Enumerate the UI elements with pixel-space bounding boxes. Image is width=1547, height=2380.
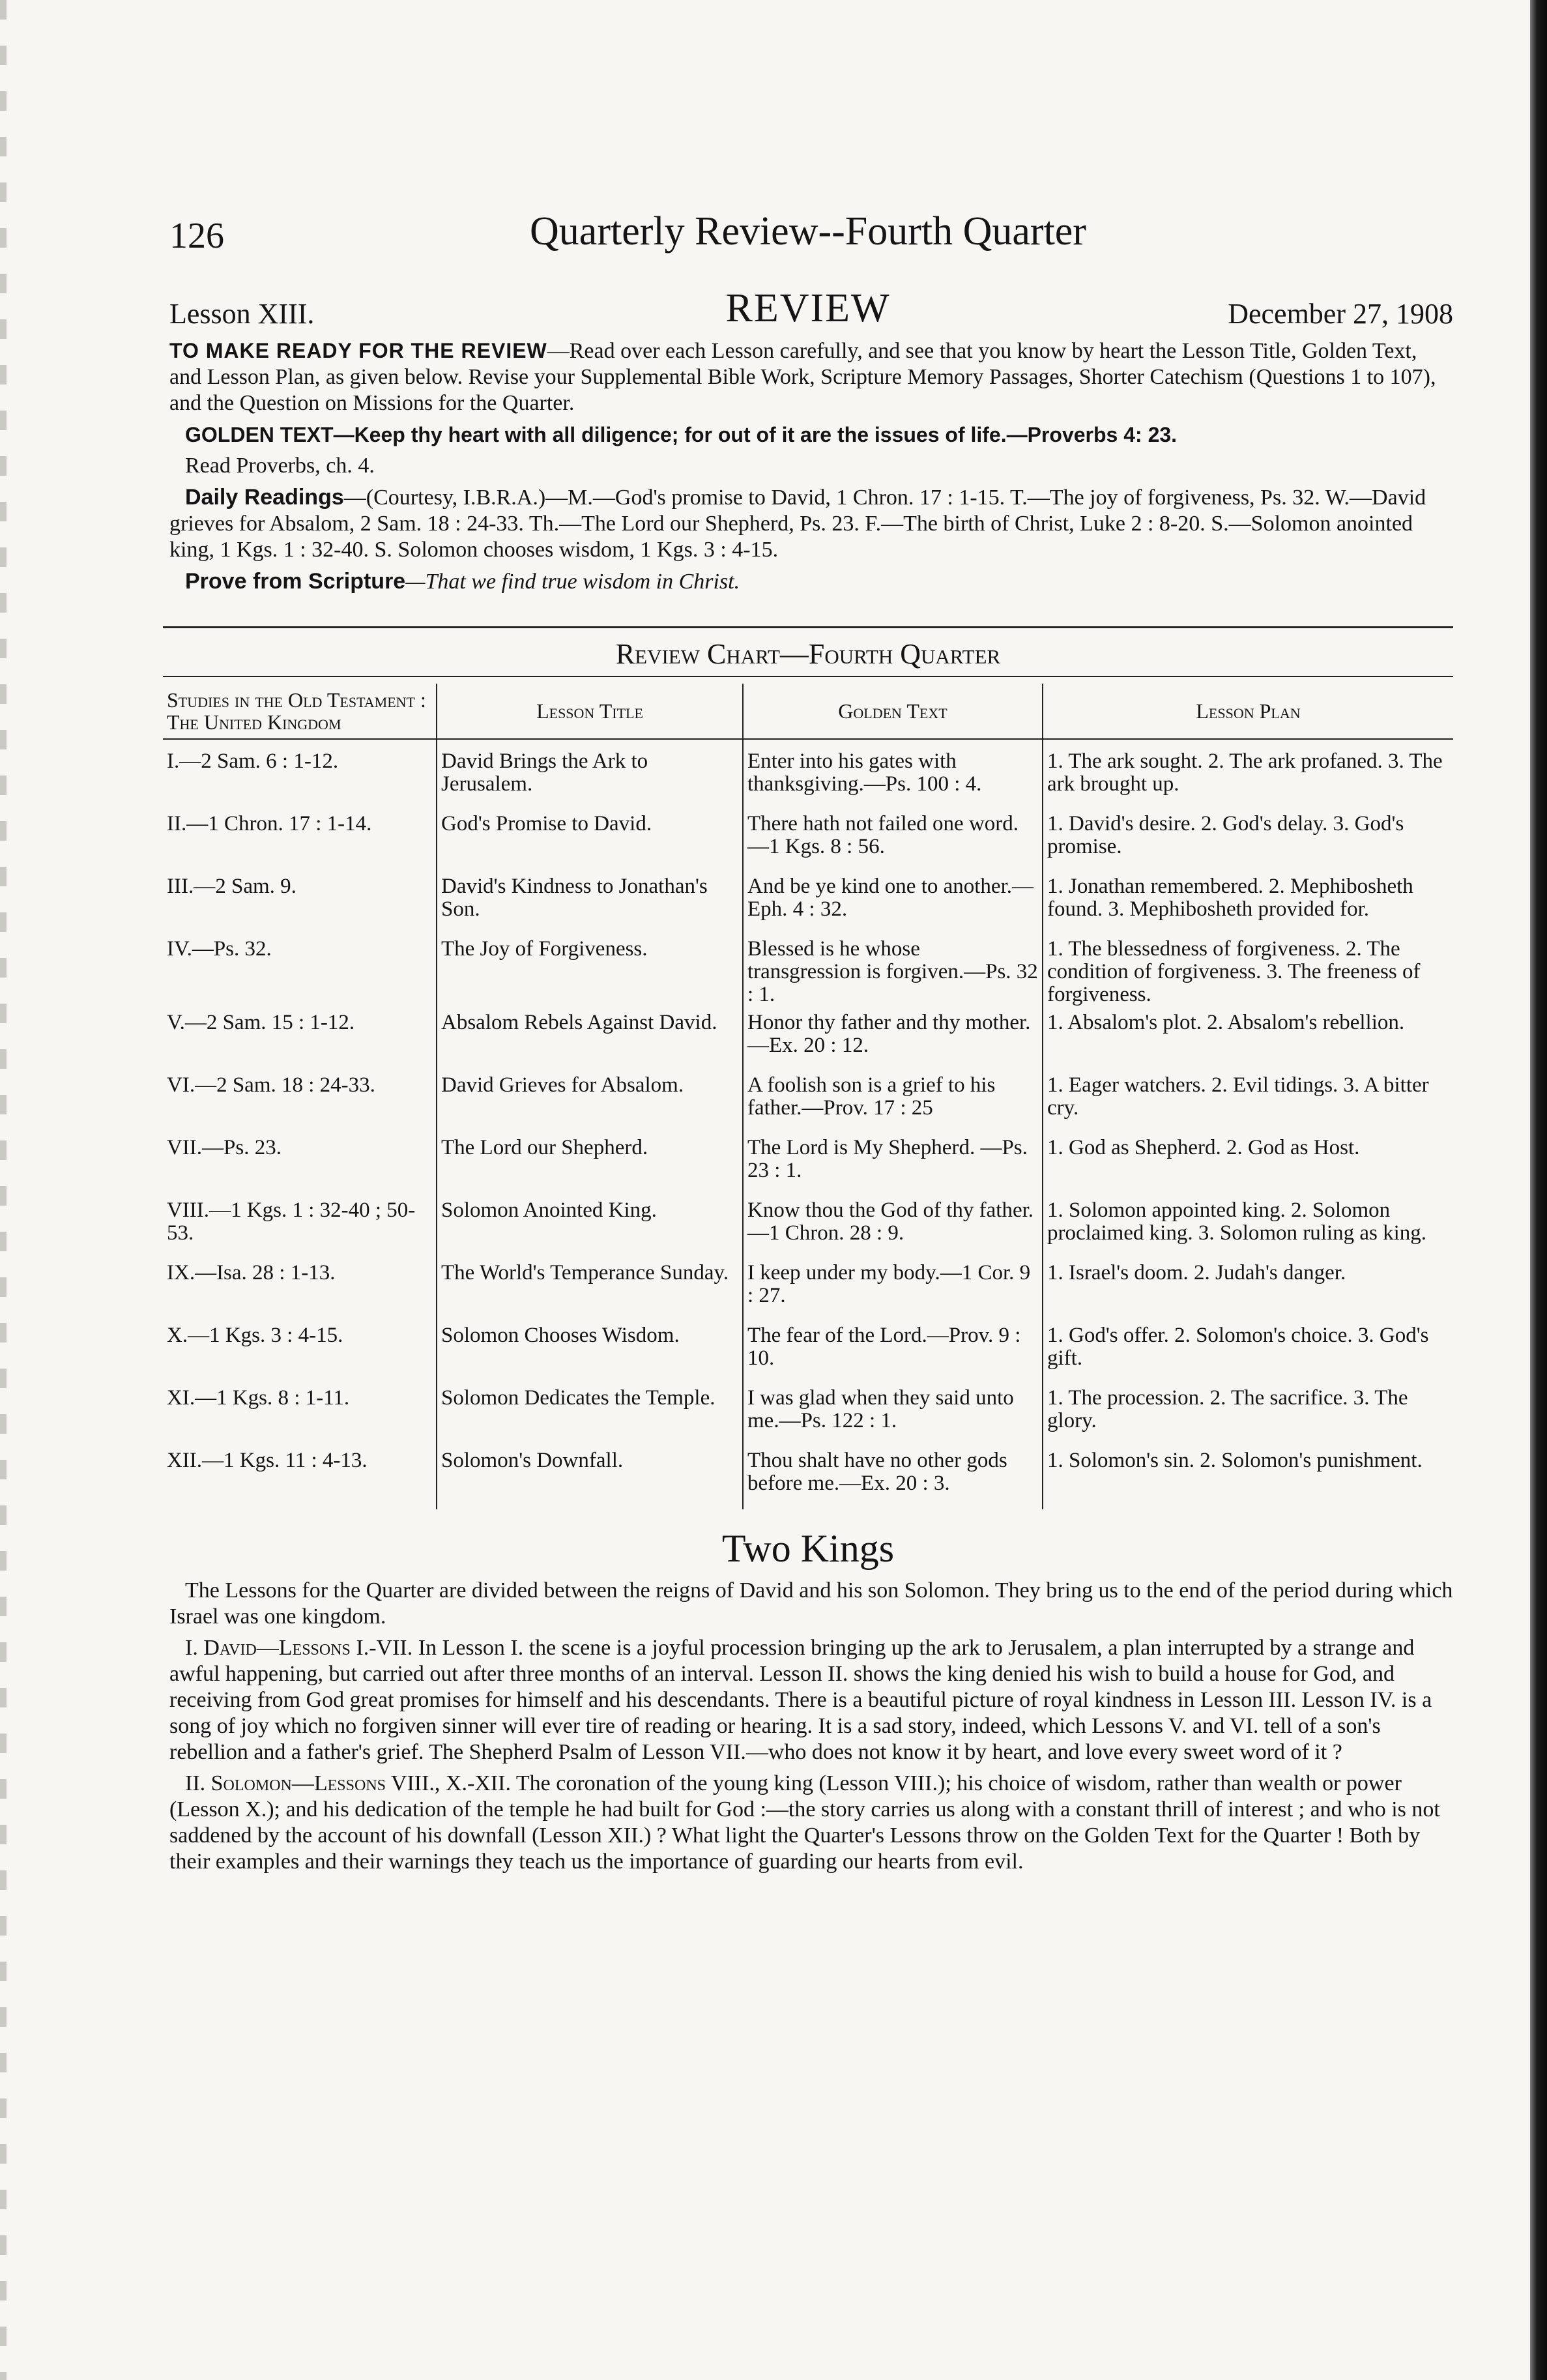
- table-cell: Know thou the God of thy father.—1 Chron. 28 : 9.: [743, 1197, 1043, 1259]
- lesson-title: REVIEW: [725, 286, 891, 330]
- table-cell: Solomon Dedicates the Temple.: [437, 1384, 743, 1447]
- golden-text: GOLDEN TEXT—Keep thy heart with all diligence; for out of it are the issues of life.—Proverbs 4: 23.: [185, 423, 1178, 446]
- table-cell: VII.—Ps. 23.: [163, 1134, 437, 1197]
- two-kings-solomon: [169, 1771, 1453, 1875]
- table-cell: 1. Solomon's sin. 2. Solomon's punishment.: [1047, 1449, 1423, 1472]
- page-edge-shadow: [0, 0, 7, 2380]
- table-cell: 1. Solomon appointed king. 2. Solomon proclaimed king. 3. Solomon ruling as king.: [1047, 1198, 1427, 1245]
- table-header-row: [163, 684, 1453, 739]
- table-cell: II.—1 Chron. 17 : 1-14.: [163, 810, 437, 873]
- page: [163, 209, 1453, 1880]
- ready-text: —Read over each Lesson carefully, and see that you know by heart the Lesson Title, Golden Text, and Lesson Plan, as given below. Revise your Supplemental Bible Work, Scripture Memory Passages, Shorter Catechism (Questions 1 to 107), and the Question on Missions for the Quarter.: [169, 339, 1436, 415]
- table-cell: III.—2 Sam. 9.: [163, 873, 437, 935]
- table-row: [163, 873, 1453, 935]
- table-cell: Thou shalt have no other gods before me.—Ex. 20 : 3.: [743, 1447, 1043, 1509]
- table-cell: I.—2 Sam. 6 : 1-12.: [163, 739, 437, 810]
- ready-label: TO MAKE READY FOR THE REVIEW: [169, 339, 547, 362]
- table-row: [163, 1259, 1453, 1322]
- table-row: [163, 1322, 1453, 1384]
- table-cell: 1. The blessedness of forgiveness. 2. The condition of forgiveness. 3. The freeness of forgiveness.: [1047, 937, 1421, 1006]
- table-row: [163, 1134, 1453, 1197]
- table-cell: 1. The ark sought. 2. The ark profaned. 3. The ark brought up.: [1047, 749, 1443, 796]
- page-number: 126: [169, 216, 224, 256]
- table-cell: Absalom Rebels Against David.: [437, 1009, 743, 1071]
- prove-text: —That we find true wisdom in Christ.: [405, 570, 740, 594]
- two-kings-intro: The Lessons for the Quarter are divided between the reigns of David and his son Solomon. They bring us to the end of the period during which Israel was one kingdom.: [169, 1578, 1453, 1629]
- two-kings-david: [169, 1635, 1453, 1765]
- david-text: In Lesson I. the scene is a joyful procession bringing up the ark to Jerusalem, a plan interrupted by a strange and awful happening, but carried out after three months of an interval. Lesson II. shows the king denied his wish to build a house for God, and receiving from God great promises for himself and his descendants. There is a beautiful picture of royal kindness in Lesson III. Lesson IV. is a song of joy which no forgiven sinner will ever tire of reading or hearing. It is a sad story, indeed, which Lessons V. and VI. tell of a son's rebellion and a father's grief. The Shepherd Psalm of Lesson VII.—who does not know it by heart, and love every sweet word of it ?: [169, 1636, 1432, 1764]
- table-cell: Solomon Chooses Wisdom.: [437, 1322, 743, 1384]
- table-cell: IX.—Isa. 28 : 1-13.: [163, 1259, 437, 1322]
- lesson-number: Lesson XIII.: [169, 298, 315, 330]
- read-line: Read Proverbs, ch. 4.: [185, 454, 375, 478]
- table-cell: XI.—1 Kgs. 8 : 1-11.: [163, 1384, 437, 1447]
- table-cell: VIII.—1 Kgs. 1 : 32-40 ; 50-53.: [163, 1197, 437, 1259]
- column-header: Studies in the Old Testament : The United Kingdom: [163, 684, 437, 739]
- table-row: [163, 1009, 1453, 1071]
- table-cell: VI.—2 Sam. 18 : 24-33.: [163, 1071, 437, 1134]
- table-cell: 1. Absalom's plot. 2. Absalom's rebellion.: [1047, 1011, 1405, 1034]
- table-cell: And be ye kind one to another.—Eph. 4 : 32.: [743, 873, 1043, 935]
- table-cell: David's Kindness to Jonathan's Son.: [437, 873, 743, 935]
- table-cell: 1. God's offer. 2. Solomon's choice. 3. God's gift.: [1047, 1324, 1429, 1370]
- table-cell: David Brings the Ark to Jerusalem.: [437, 739, 743, 810]
- daily-readings: [169, 484, 1453, 563]
- table-row: [163, 1447, 1453, 1509]
- table-row: [163, 1197, 1453, 1259]
- table-cell: 1. God as Shepherd. 2. God as Host.: [1047, 1136, 1360, 1159]
- table-cell: A foolish son is a grief to his father.—Prov. 17 : 25: [743, 1071, 1043, 1134]
- table-cell: Solomon's Downfall.: [437, 1447, 743, 1509]
- table-row: [163, 935, 1453, 1009]
- table-cell: X.—1 Kgs. 3 : 4-15.: [163, 1322, 437, 1384]
- book-spine-shadow: [1530, 0, 1547, 2380]
- column-header: Golden Text: [743, 684, 1043, 739]
- solomon-text: The coronation of the young king (Lesson VIII.); his choice of wisdom, rather than wealth or power (Lesson X.); and his dedication of the temple he had built for God :—the story carries us along with a constant thrill of interest ; and who is not saddened by the account of his downfall (Lesson XII.) ? What light the Quarter's Lessons throw on the Golden Text for the Quarter ! Both by their examples and their warnings they teach us the importance of guarding our hearts from evil.: [169, 1771, 1440, 1874]
- two-kings-heading: Two Kings: [721, 1527, 895, 1570]
- solomon-label: II. Solomon—Lessons VIII., X.-XII.: [185, 1771, 511, 1795]
- daily-readings-label: Daily Readings: [185, 485, 344, 510]
- table-cell: The Lord is My Shepherd. —Ps. 23 : 1.: [743, 1134, 1043, 1197]
- table-cell: Blessed is he whose transgression is forgiven.—Ps. 32 : 1.: [743, 935, 1043, 1009]
- table-cell: 1. Eager watchers. 2. Evil tidings. 3. A bitter cry.: [1047, 1073, 1429, 1120]
- table-cell: The Lord our Shepherd.: [437, 1134, 743, 1197]
- table-cell: 1. The procession. 2. The sacrifice. 3. The glory.: [1047, 1386, 1408, 1432]
- table-cell: Honor thy father and thy mother.—Ex. 20 : 12.: [743, 1009, 1043, 1071]
- table-cell: I was glad when they said unto me.—Ps. 122 : 1.: [743, 1384, 1043, 1447]
- prove-label: Prove from Scripture: [185, 569, 406, 594]
- column-header: Lesson Plan: [1043, 684, 1453, 739]
- table-cell: 1. Israel's doom. 2. Judah's danger.: [1047, 1261, 1346, 1284]
- table-row: [163, 810, 1453, 873]
- table-cell: IV.—Ps. 32.: [163, 935, 437, 1009]
- table-cell: XII.—1 Kgs. 11 : 4-13.: [163, 1447, 437, 1509]
- daily-readings-text: —(Courtesy, I.B.R.A.)—M.—God's promise to David, 1 Chron. 17 : 1-15. T.—The joy of forgiveness, Ps. 32. W.—David grieves for Absalom, 2 Sam. 18 : 24-33. Th.—The Lord our Shepherd, Ps. 23. F.—The birth of Christ, Luke 2 : 8-20. S.—Solomon anointed king, 1 Kgs. 1 : 32-40. S. Solomon chooses wisdom, 1 Kgs. 3 : 4-15.: [169, 486, 1426, 562]
- table-row: [163, 739, 1453, 810]
- ready-paragraph: [169, 338, 1453, 416]
- table-cell: Solomon Anointed King.: [437, 1197, 743, 1259]
- table-cell: The fear of the Lord.—Prov. 9 : 10.: [743, 1322, 1043, 1384]
- lesson-heading: [163, 279, 1453, 338]
- table-cell: The Joy of Forgiveness.: [437, 935, 743, 1009]
- review-chart-title: Review Chart—Fourth Quarter: [163, 626, 1453, 677]
- table-cell: 1. David's desire. 2. God's delay. 3. God's promise.: [1047, 812, 1404, 858]
- review-chart-table: [163, 684, 1453, 1509]
- column-header: Lesson Title: [437, 684, 743, 739]
- table-cell: 1. Jonathan remembered. 2. Mephibosheth found. 3. Mephibosheth provided for.: [1047, 875, 1413, 921]
- table-cell: The World's Temperance Sunday.: [437, 1259, 743, 1322]
- prove-from-scripture: [169, 568, 1453, 595]
- table-cell: God's Promise to David.: [437, 810, 743, 873]
- table-cell: There hath not failed one word.—1 Kgs. 8 : 56.: [743, 810, 1043, 873]
- table-row: [163, 1384, 1453, 1447]
- page-header: [163, 209, 1453, 267]
- table-cell: David Grieves for Absalom.: [437, 1071, 743, 1134]
- table-cell: Enter into his gates with thanksgiving.—Ps. 100 : 4.: [743, 739, 1043, 810]
- lesson-date: December 27, 1908: [1228, 298, 1453, 330]
- table-row: [163, 1071, 1453, 1134]
- table-cell: V.—2 Sam. 15 : 1-12.: [163, 1009, 437, 1071]
- david-label: I. David—Lessons I.-VII.: [185, 1636, 413, 1660]
- table-cell: I keep under my body.—1 Cor. 9 : 27.: [743, 1259, 1043, 1322]
- running-title: Quarterly Review--Fourth Quarter: [530, 209, 1086, 254]
- table-body: [163, 739, 1453, 1509]
